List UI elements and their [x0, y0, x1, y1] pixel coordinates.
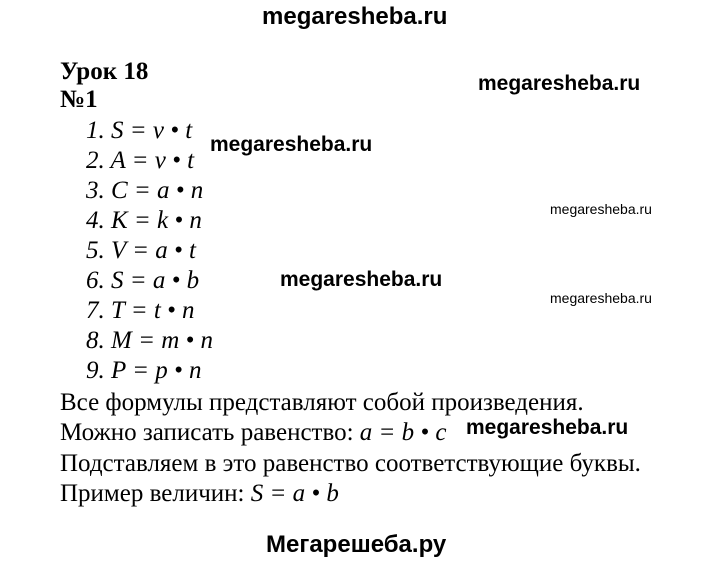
- conclusion-line-2-text: Можно записать равенство:: [60, 419, 360, 446]
- exercise-number: №1: [60, 86, 98, 113]
- watermark-top: megaresheba.ru: [262, 3, 448, 30]
- formula-item: 5. V = a • t: [86, 237, 196, 264]
- conclusion-line-1: Все формулы представляют собой произведения.: [60, 389, 584, 416]
- formula-item: 8. M = m • n: [86, 327, 214, 354]
- lesson-title: Урок 18: [60, 58, 149, 85]
- conclusion-line-4-text: Пример величин:: [60, 480, 251, 507]
- formula-item: 6. S = a • b: [86, 267, 200, 294]
- watermark-right-upper: megaresheba.ru: [478, 72, 641, 95]
- watermark-right-small-1: megaresheba.ru: [550, 201, 652, 217]
- watermark-middle-upper: megaresheba.ru: [210, 133, 373, 156]
- watermark-bottom: Мегарешеба.ру: [266, 531, 447, 558]
- conclusion-line-4: [60, 479, 339, 509]
- formula-item: 9. P = p • n: [86, 357, 202, 384]
- conclusion-line-2: [60, 418, 447, 448]
- formula-item: 1. S = v • t: [86, 117, 193, 144]
- formula-item: 7. T = t • n: [86, 297, 195, 324]
- formula-item: 4. K = k • n: [86, 207, 202, 234]
- watermark-middle-center: megaresheba.ru: [280, 268, 443, 291]
- watermark-right-small-2: megaresheba.ru: [550, 290, 652, 306]
- formula-item: 3. C = a • n: [86, 177, 204, 204]
- formula-item: 2. A = v • t: [86, 147, 195, 174]
- conclusion-line-4-formula: S = a • b: [250, 480, 339, 507]
- formula-list: [86, 116, 213, 386]
- conclusion-line-3: Подставляем в это равенство соответствующие буквы.: [60, 450, 641, 477]
- conclusion-line-2-formula: a = b • c: [359, 419, 447, 446]
- watermark-inline: megaresheba.ru: [466, 416, 629, 439]
